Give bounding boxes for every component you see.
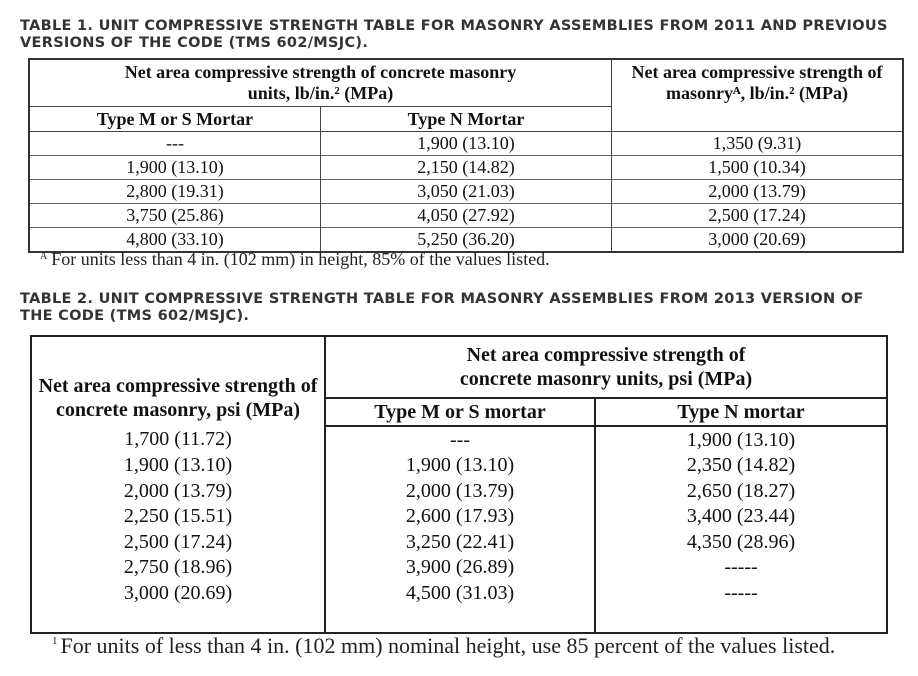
- table-row: [29, 132, 903, 156]
- table-cell: 1,900 (13.10): [29, 156, 321, 180]
- table-cell: ---: [29, 132, 321, 156]
- table-cell: 1,350 (9.31): [612, 132, 904, 156]
- footnote-text: For units of less than 4 in. (102 mm) nominal height, use 85 percent of the values listed.: [60, 633, 836, 658]
- table-row: [31, 555, 887, 581]
- table-row: [31, 504, 887, 530]
- table-cell: 2,150 (14.82): [321, 156, 612, 180]
- table-cell: 2,650 (18.27): [595, 478, 887, 504]
- table-cell: -----: [595, 580, 887, 633]
- footnote-mark: 1: [52, 635, 58, 647]
- table-cell: 3,750 (25.86): [29, 204, 321, 228]
- table-1: [28, 58, 904, 253]
- table-cell: 3,900 (26.89): [325, 555, 595, 581]
- table-cell: 4,050 (27.92): [321, 204, 612, 228]
- table-cell: 1,500 (10.34): [612, 156, 904, 180]
- table-cell: 2,350 (14.82): [595, 453, 887, 479]
- table-2-footnote: [52, 633, 835, 659]
- table-row: [29, 204, 903, 228]
- table-2-subheader-ms: Type M or S mortar: [325, 398, 595, 426]
- table-cell: 4,500 (31.03): [325, 580, 595, 633]
- table-1-subheader-n: Type N Mortar: [321, 107, 612, 132]
- table-cell: 1,900 (13.10): [31, 453, 325, 479]
- table-cell: 4,350 (28.96): [595, 529, 887, 555]
- table-cell: 4,800 (33.10): [29, 228, 321, 253]
- table-cell: 3,000 (20.69): [31, 580, 325, 633]
- table-row: [29, 180, 903, 204]
- table-cell: -----: [595, 555, 887, 581]
- table-cell: 5,250 (36.20): [321, 228, 612, 253]
- table-cell: 2,000 (13.79): [31, 478, 325, 504]
- table-cell: 3,050 (21.03): [321, 180, 612, 204]
- table-cell: 2,750 (18.96): [31, 555, 325, 581]
- table-2-header-units: Net area compressive strength of concrete masonry units, psi (MPa): [325, 336, 887, 398]
- table-cell: 2,500 (17.24): [31, 529, 325, 555]
- table-row: [31, 478, 887, 504]
- table-cell: 1,900 (13.10): [321, 132, 612, 156]
- table-1-footnote: [40, 249, 550, 270]
- table-2-caption: TABLE 2. UNIT COMPRESSIVE STRENGTH TABLE FOR MASONRY ASSEMBLIES FROM 2013 VERSION OF THE CODE (TMS 602/MSJC).: [20, 291, 864, 324]
- table-1-caption: TABLE 1. UNIT COMPRESSIVE STRENGTH TABLE FOR MASONRY ASSEMBLIES FROM 2011 AND PREVIOUS VERSIONS OF THE CODE (TMS 602/MSJC).: [20, 18, 888, 51]
- table-row: [31, 426, 887, 453]
- table-cell: 2,600 (17.93): [325, 504, 595, 530]
- table-row: [31, 453, 887, 479]
- table-2-header-masonry: Net area compressive strength of concrete masonry, psi (MPa): [31, 336, 325, 426]
- table-cell: 2,000 (13.79): [325, 478, 595, 504]
- table-cell: 1,900 (13.10): [325, 453, 595, 479]
- table-cell: ---: [325, 426, 595, 453]
- table-cell: 3,000 (20.69): [612, 228, 904, 253]
- table-cell: 3,400 (23.44): [595, 504, 887, 530]
- table-cell: 1,700 (11.72): [31, 426, 325, 453]
- table-cell: 3,250 (22.41): [325, 529, 595, 555]
- table-1-header-units: Net area compressive strength of concrete masonry units, lb/in.² (MPa): [29, 59, 612, 107]
- table-2-subheader-n: Type N mortar: [595, 398, 887, 426]
- table-1-header-masonry: Net area compressive strength of masonryᴬ, lb/in.² (MPa): [612, 59, 904, 132]
- table-2: [30, 335, 888, 634]
- table-1-subheader-ms: Type M or S Mortar: [29, 107, 321, 132]
- table-cell: 2,000 (13.79): [612, 180, 904, 204]
- footnote-mark: A: [40, 251, 48, 262]
- table-cell: 1,900 (13.10): [595, 426, 887, 453]
- table-row: [31, 580, 887, 633]
- table-row: [29, 156, 903, 180]
- table-row: [31, 529, 887, 555]
- footnote-text: For units less than 4 in. (102 mm) in height, 85% of the values listed.: [51, 249, 550, 269]
- table-cell: 2,800 (19.31): [29, 180, 321, 204]
- table-cell: 2,250 (15.51): [31, 504, 325, 530]
- table-cell: 2,500 (17.24): [612, 204, 904, 228]
